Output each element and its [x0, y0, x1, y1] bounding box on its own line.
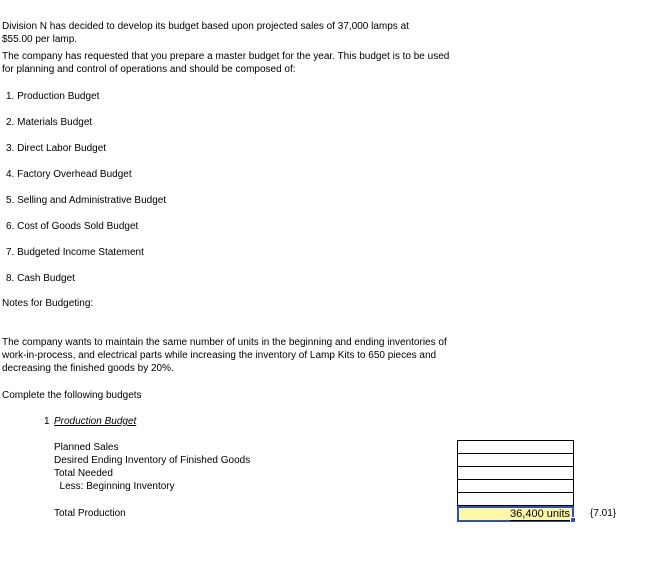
intro-line-1: Division N has decided to develop its budget based upon projected sales of 37,000 lamps at: [2, 21, 409, 32]
intro-line-2: $55.00 per lamp.: [2, 34, 78, 45]
blank-cell[interactable]: [457, 492, 574, 506]
total-needed-cell[interactable]: [457, 466, 574, 479]
planned-sales-cell[interactable]: [457, 440, 574, 453]
less-beginning-inventory-label: Less: Beginning Inventory: [54, 481, 175, 492]
planned-sales-label: Planned Sales: [54, 442, 119, 453]
budget-list-item: 8. Cash Budget: [6, 273, 75, 284]
budget-list-item: 2. Materials Budget: [6, 117, 93, 128]
total-production-value: 36,400 units: [510, 508, 570, 520]
budget-list-item: 5. Selling and Administrative Budget: [6, 195, 167, 206]
notes-line-1: The company wants to maintain the same number of units in the beginning and ending inventories of: [2, 337, 447, 348]
desired-ending-inventory-cell[interactable]: [457, 453, 574, 466]
less-beginning-inventory-cell[interactable]: [457, 479, 574, 492]
intro-line-3: The company has requested that you prepare a master budget for the year. This budget is to be used: [2, 51, 450, 62]
total-production-cell[interactable]: [457, 506, 574, 522]
fill-handle[interactable]: [570, 517, 576, 523]
budget-list-item: 7. Budgeted Income Statement: [6, 247, 144, 258]
total-production-label: Total Production: [54, 508, 126, 519]
notes-line-2: work-in-process, and electrical parts while increasing the inventory of Lamp Kits to 650 pieces and: [2, 350, 437, 361]
total-needed-label: Total Needed: [54, 468, 113, 479]
budget-list-item: 6. Cost of Goods Sold Budget: [6, 221, 139, 232]
production-budget-link[interactable]: Production Budget: [54, 416, 137, 427]
budget-list-item: 1. Production Budget: [6, 91, 100, 102]
notes-line-3: decreasing the finished goods by 20%.: [2, 363, 174, 374]
budget-list-item: 3. Direct Labor Budget: [6, 143, 107, 154]
desired-ending-inventory-label: Desired Ending Inventory of Finished Goods: [54, 455, 251, 466]
reference-code: {7.01}: [590, 508, 617, 519]
complete-label: Complete the following budgets: [2, 390, 142, 401]
intro-line-4: for planning and control of operations and should be composed of:: [2, 64, 296, 75]
notes-label: Notes for Budgeting:: [2, 298, 94, 309]
budget-list-item: 4. Factory Overhead Budget: [6, 169, 132, 180]
section-number: 1: [44, 416, 50, 427]
